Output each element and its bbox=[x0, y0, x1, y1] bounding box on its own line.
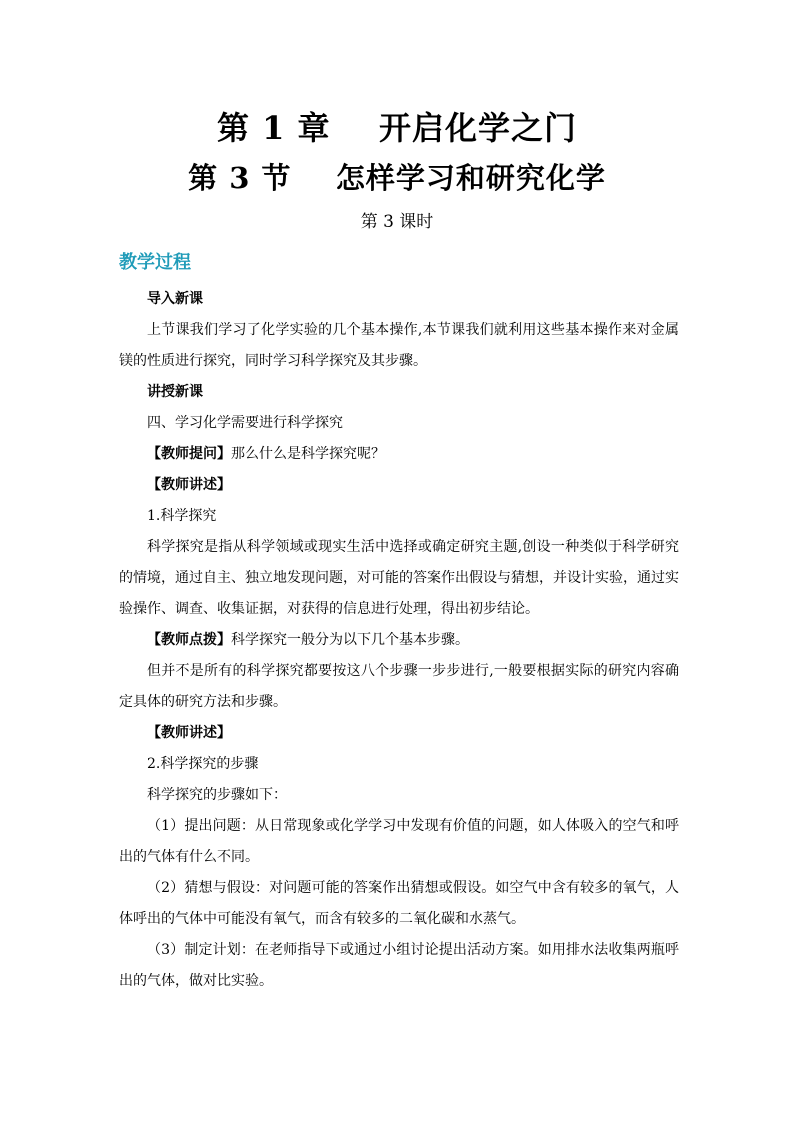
teacher-explain-tag: 【教师讲述】 bbox=[147, 477, 231, 493]
item-1-paragraph: 科学探究是指从科学领域或现实生活中选择或确定研究主题,创设一种类似于科学研究的情境，通过自主、独立地发现问题，对可能的答案作出假设与猜想，并设计实验，通过实验操作、调查、收集证据，对获得的信息进行处理，得出初步结论。 bbox=[119, 539, 679, 617]
intro-label: 导入新课 bbox=[147, 291, 203, 307]
item-2-title: 2.科学探究的步骤 bbox=[147, 756, 259, 772]
steps-intro: 科学探究的步骤如下： bbox=[147, 787, 287, 803]
topic-four: 四、学习化学需要进行科学探究 bbox=[147, 415, 343, 431]
step-3-paragraph: （3）制定计划：在老师指导下或通过小组讨论提出活动方案。如用排水法收集两瓶呼出的气体，做对比实验。 bbox=[119, 942, 679, 989]
new-lesson-label: 讲授新课 bbox=[147, 384, 203, 400]
teacher-hint bbox=[119, 625, 679, 656]
steps-note-paragraph: 但并不是所有的科学探究都要按这八个步骤一步步进行,一般要根据实际的研究内容确定具体的研究方法和步骤。 bbox=[119, 663, 679, 710]
section-title: 第 3 节 怎样学习和研究化学 bbox=[188, 161, 606, 195]
teacher-explain-tag: 【教师讲述】 bbox=[147, 725, 231, 741]
step-2-paragraph: （2）猜想与假设：对问题可能的答案作出猜想或假设。如空气中含有较多的氧气，人体呼出的气体中可能没有氧气，而含有较多的二氧化碳和水蒸气。 bbox=[119, 880, 679, 927]
teacher-question-tag: 【教师提问】 bbox=[147, 446, 231, 462]
item-1-title: 1.科学探究 bbox=[147, 508, 217, 524]
teacher-question bbox=[119, 439, 679, 470]
teaching-process-heading: 教学过程 bbox=[119, 252, 191, 273]
teacher-hint-text: 科学探究一般分为以下几个基本步骤。 bbox=[231, 632, 469, 648]
step-1-paragraph: （1）提出问题：从日常现象或化学学习中发现有价值的问题，如人体吸入的空气和呼出的气体有什么不同。 bbox=[119, 818, 679, 865]
chapter-title: 第 1 章 开启化学之门 bbox=[216, 109, 578, 147]
lesson-title: 第 3 课时 bbox=[360, 212, 434, 232]
teacher-question-text: 那么什么是科学探究呢？ bbox=[231, 446, 385, 462]
intro-paragraph: 上节课我们学习了化学实验的几个基本操作,本节课我们就利用这些基本操作来对金属镁的性质进行探究，同时学习科学探究及其步骤。 bbox=[119, 322, 679, 369]
lesson-body bbox=[119, 284, 679, 997]
teacher-hint-tag: 【教师点拨】 bbox=[147, 632, 231, 648]
